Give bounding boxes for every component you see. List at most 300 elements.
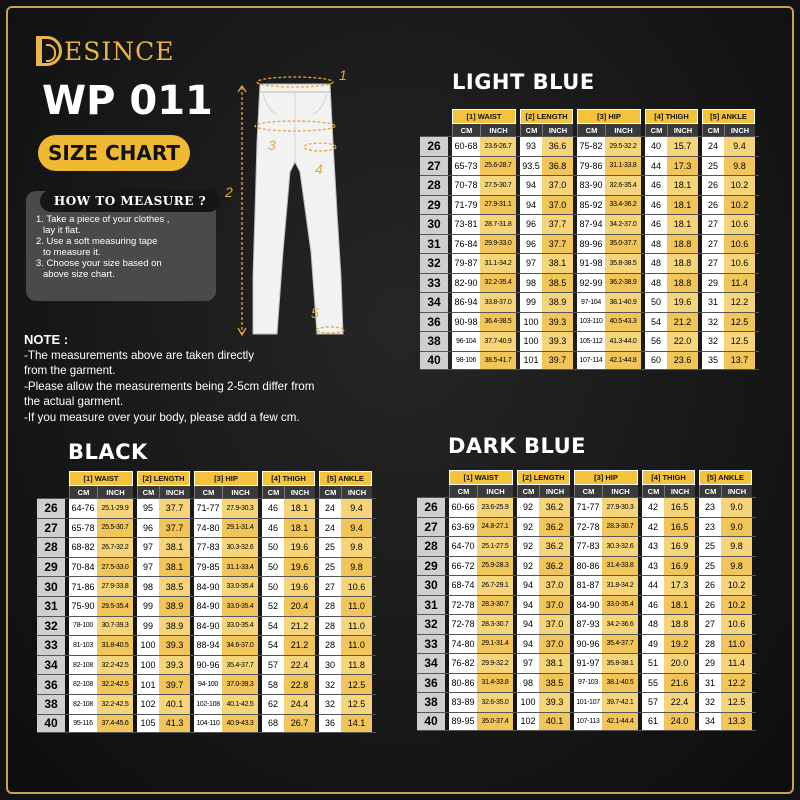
table-row — [37, 655, 376, 675]
column-header: [4] THIGH — [645, 109, 698, 124]
inch-cell: 33.4-36.2 — [605, 196, 641, 215]
inch-cell: 31.1-33.8 — [605, 157, 641, 176]
inch-cell: 31.8-34.2 — [602, 576, 638, 595]
inch-cell: 29.9-32.2 — [477, 654, 513, 673]
table-row — [417, 517, 756, 537]
cm-cell: 92 — [517, 557, 539, 576]
cm-cell: 72-78 — [574, 518, 602, 537]
inch-cell: 39.3 — [542, 332, 573, 351]
cm-cell: 100 — [137, 656, 159, 675]
inch-cell: 38.9 — [159, 597, 190, 616]
inch-cell: 27.9-31.1 — [480, 196, 516, 215]
unit-header-row — [420, 124, 759, 136]
inch-cell: 22.0 — [667, 332, 698, 351]
cm-cell: 95-116 — [69, 715, 97, 733]
inch-cell: 13.3 — [721, 713, 752, 731]
unit-header-cm: CM — [699, 485, 721, 497]
inch-cell: 22.4 — [284, 656, 315, 675]
inch-cell: 39.3 — [159, 656, 190, 675]
note-line: from the garment. — [24, 364, 116, 377]
table-row — [37, 635, 376, 655]
cm-cell: 83-89 — [449, 693, 477, 712]
cm-cell: 24 — [319, 499, 341, 518]
how-to-line: lay it flat. — [43, 225, 81, 236]
inch-cell: 34.6-37.0 — [222, 636, 258, 655]
cm-cell: 96 — [137, 519, 159, 538]
cm-cell: 98-106 — [452, 352, 480, 370]
cm-cell: 54 — [262, 636, 284, 655]
inch-cell: 19.6 — [284, 577, 315, 596]
inch-cell: 20.0 — [664, 654, 695, 673]
how-to-measure-box — [26, 191, 216, 301]
size-cell: 28 — [417, 537, 445, 556]
inch-cell: 18.8 — [667, 254, 698, 273]
inch-cell: 40.9-43.3 — [222, 715, 258, 733]
unit-header-inch: INCH — [284, 486, 315, 498]
inch-cell: 33.0-35.4 — [602, 596, 638, 615]
pants-diagram — [225, 62, 365, 352]
column-header: [2] LENGTH — [520, 109, 573, 124]
inch-cell: 11.4 — [721, 654, 752, 673]
cm-cell: 107-113 — [574, 713, 602, 731]
inch-cell: 25.1-27.5 — [477, 537, 513, 556]
inch-cell: 16.9 — [664, 557, 695, 576]
inch-cell: 40.1 — [539, 713, 570, 731]
cm-cell: 92 — [517, 518, 539, 537]
cm-cell: 97 — [517, 654, 539, 673]
cm-cell: 32 — [699, 693, 721, 712]
column-header: [4] THIGH — [262, 471, 315, 486]
inch-cell: 11.0 — [341, 636, 372, 655]
cm-cell: 70-84 — [69, 558, 97, 577]
inch-cell: 9.4 — [341, 499, 372, 518]
inch-cell: 39.7-42.1 — [602, 693, 638, 712]
inch-cell: 29.1-31.4 — [477, 635, 513, 654]
cm-cell: 105 — [137, 715, 159, 733]
inch-cell: 23.6 — [667, 352, 698, 370]
cm-cell: 103-110 — [577, 313, 605, 332]
cm-cell: 26 — [702, 196, 724, 215]
cm-cell: 96 — [520, 235, 542, 254]
inch-cell: 13.7 — [724, 352, 755, 370]
how-to-line: to measure it. — [43, 247, 101, 258]
inch-cell: 38.9 — [159, 617, 190, 636]
inch-cell: 37.4-45.6 — [97, 715, 133, 733]
unit-header-cm: CM — [69, 486, 97, 498]
unit-header-inch: INCH — [721, 485, 752, 497]
table-row — [420, 195, 759, 215]
size-cell: 26 — [37, 499, 65, 518]
cm-cell: 90-98 — [452, 313, 480, 332]
label-4: 4 — [315, 161, 323, 177]
cm-cell: 55 — [642, 674, 664, 693]
table-row — [417, 673, 756, 693]
size-cell: 33 — [417, 635, 445, 654]
cm-cell: 25 — [699, 557, 721, 576]
cm-cell: 96-104 — [452, 332, 480, 351]
cm-cell: 92 — [517, 498, 539, 517]
cm-cell: 87-94 — [577, 215, 605, 234]
inch-cell: 31.4-33.8 — [477, 674, 513, 693]
inch-cell: 38.1 — [542, 254, 573, 273]
size-cell: 34 — [417, 654, 445, 673]
inch-cell: 11.0 — [341, 617, 372, 636]
inch-cell: 30.7-39.3 — [97, 617, 133, 636]
inch-cell: 39.7 — [159, 675, 190, 694]
table-row — [420, 312, 759, 332]
cm-cell: 97 — [520, 254, 542, 273]
inch-cell: 39.7 — [542, 352, 573, 370]
cm-cell: 66-72 — [449, 557, 477, 576]
cm-cell: 79-87 — [452, 254, 480, 273]
inch-cell: 33.8-37.0 — [480, 293, 516, 312]
cm-cell: 98 — [137, 577, 159, 596]
cm-cell: 57 — [262, 656, 284, 675]
inch-cell: 9.8 — [721, 557, 752, 576]
size-cell: 33 — [37, 636, 65, 655]
inch-cell: 11.0 — [341, 597, 372, 616]
cm-cell: 100 — [520, 332, 542, 351]
note-line: -If you measure over your body, please add a few cm. — [24, 410, 300, 424]
inch-cell: 12.5 — [341, 675, 372, 694]
inch-cell: 35.0-37.7 — [605, 235, 641, 254]
inch-cell: 19.6 — [284, 558, 315, 577]
inch-cell: 36.2-38.9 — [605, 274, 641, 293]
unit-header-inch: INCH — [605, 124, 641, 136]
inch-cell: 38.1 — [539, 654, 570, 673]
cm-cell: 99 — [137, 597, 159, 616]
cm-cell: 26 — [699, 596, 721, 615]
how-to-line: 2. Use a soft measuring tape — [36, 236, 158, 247]
inch-cell: 36.2 — [539, 537, 570, 556]
column-header: [5] ANKLE — [699, 470, 752, 485]
inch-cell: 10.6 — [724, 215, 755, 234]
table-row — [420, 292, 759, 312]
cm-cell: 79-86 — [577, 157, 605, 176]
cm-cell: 89-96 — [577, 235, 605, 254]
inch-cell: 38.5-41.7 — [480, 352, 516, 370]
size-cell: 27 — [420, 157, 448, 176]
inch-cell: 12.2 — [724, 293, 755, 312]
inch-cell: 38.1-40.5 — [602, 674, 638, 693]
cm-cell: 91-98 — [577, 254, 605, 273]
cm-cell: 97-103 — [574, 674, 602, 693]
cm-cell: 36 — [319, 715, 341, 733]
column-header: [1] WAIST — [69, 471, 133, 486]
cm-cell: 100 — [517, 693, 539, 712]
cm-cell: 84-90 — [194, 617, 222, 636]
size-cell: 38 — [420, 332, 448, 351]
inch-cell: 14.1 — [341, 715, 372, 733]
inch-cell: 19.6 — [667, 293, 698, 312]
size-cell: 29 — [420, 196, 448, 215]
cm-cell: 81-87 — [574, 576, 602, 595]
cm-cell: 51 — [642, 654, 664, 673]
cm-cell: 71-79 — [452, 196, 480, 215]
table-row — [417, 575, 756, 595]
cm-cell: 76-84 — [452, 235, 480, 254]
cm-cell: 73-81 — [452, 215, 480, 234]
cm-cell: 82-108 — [69, 656, 97, 675]
unit-header-cm: CM — [702, 124, 724, 136]
cm-cell: 29 — [702, 274, 724, 293]
inch-cell: 12.5 — [341, 695, 372, 714]
cm-cell: 71-86 — [69, 577, 97, 596]
cm-cell: 63-69 — [449, 518, 477, 537]
cm-cell: 95 — [137, 499, 159, 518]
unit-header-cm: CM — [194, 486, 222, 498]
column-header: [2] LENGTH — [137, 471, 190, 486]
unit-header-cm: CM — [642, 485, 664, 497]
cm-cell: 28 — [319, 617, 341, 636]
unit-header-inch: INCH — [477, 485, 513, 497]
unit-header-cm: CM — [452, 124, 480, 136]
cm-cell: 29 — [699, 654, 721, 673]
inch-cell: 18.1 — [667, 196, 698, 215]
inch-cell: 31.1-34.2 — [480, 254, 516, 273]
cm-cell: 49 — [642, 635, 664, 654]
inch-cell: 32.2-42.5 — [97, 675, 133, 694]
inch-cell: 9.8 — [724, 157, 755, 176]
column-header-row — [417, 470, 756, 485]
dark-blue-size-table — [417, 470, 756, 731]
table-row — [420, 214, 759, 234]
inch-cell: 29.5-35.4 — [97, 597, 133, 616]
how-to-measure-title: HOW TO MEASURE ? — [40, 190, 220, 212]
size-cell: 32 — [37, 617, 65, 636]
unit-header-row — [37, 486, 376, 498]
inch-cell: 21.6 — [664, 674, 695, 693]
size-chart-badge: SIZE CHART — [38, 135, 190, 171]
cm-cell: 81-103 — [69, 636, 97, 655]
inch-cell: 10.6 — [721, 615, 752, 634]
inch-cell: 12.5 — [721, 693, 752, 712]
cm-cell: 90-96 — [194, 656, 222, 675]
cm-cell: 94 — [517, 635, 539, 654]
note-title: NOTE : — [24, 332, 69, 347]
inch-cell: 41.3-44.0 — [605, 332, 641, 351]
column-header: [3] HIP — [577, 109, 641, 124]
cm-cell: 94 — [520, 196, 542, 215]
cm-cell: 78-100 — [69, 617, 97, 636]
table-row — [420, 331, 759, 351]
inch-cell: 40.5-43.3 — [605, 313, 641, 332]
cm-cell: 50 — [262, 577, 284, 596]
size-cell: 38 — [417, 693, 445, 712]
model-code: WP 011 — [42, 78, 213, 124]
cm-cell: 90-96 — [574, 635, 602, 654]
size-cell: 29 — [417, 557, 445, 576]
size-cell: 28 — [420, 176, 448, 195]
cm-cell: 60-68 — [452, 137, 480, 156]
cm-cell: 84-90 — [574, 596, 602, 615]
cm-cell: 86-94 — [452, 293, 480, 312]
inch-cell: 17.3 — [667, 157, 698, 176]
cm-cell: 28 — [319, 636, 341, 655]
cm-cell: 23 — [699, 498, 721, 517]
cm-cell: 27 — [699, 615, 721, 634]
inch-cell: 18.8 — [667, 235, 698, 254]
cm-cell: 93.5 — [520, 157, 542, 176]
size-cell: 40 — [417, 713, 445, 731]
inch-cell: 29.5-32.2 — [605, 137, 641, 156]
cm-cell: 27 — [702, 254, 724, 273]
brand-logo — [36, 36, 175, 66]
black-size-table — [37, 471, 376, 733]
cm-cell: 65-73 — [452, 157, 480, 176]
size-cell: 34 — [37, 656, 65, 675]
inch-cell: 30.3-32.6 — [222, 538, 258, 557]
inch-cell: 27.9-33.8 — [97, 577, 133, 596]
inch-cell: 37.0 — [539, 596, 570, 615]
cm-cell: 82-90 — [452, 274, 480, 293]
table-row — [37, 518, 376, 538]
inch-cell: 37.0 — [542, 196, 573, 215]
cm-cell: 64-70 — [449, 537, 477, 556]
size-cell: 40 — [37, 715, 65, 733]
cm-cell: 46 — [262, 499, 284, 518]
cm-cell: 35 — [702, 352, 724, 370]
cm-cell: 96 — [520, 215, 542, 234]
size-cell: 31 — [37, 597, 65, 616]
inch-cell: 38.1 — [159, 558, 190, 577]
cm-cell: 23 — [699, 518, 721, 537]
unit-header-row — [417, 485, 756, 497]
inch-cell: 40.1-42.5 — [222, 695, 258, 714]
size-cell: 40 — [420, 352, 448, 370]
cm-cell: 94 — [517, 615, 539, 634]
cm-cell: 42 — [642, 518, 664, 537]
inch-cell: 10.6 — [724, 254, 755, 273]
note-line: the actual garment. — [24, 395, 124, 408]
inch-cell: 10.2 — [721, 596, 752, 615]
table-row — [417, 653, 756, 673]
inch-cell: 9.4 — [341, 519, 372, 538]
table-row — [37, 596, 376, 616]
inch-cell: 31.4-33.8 — [602, 557, 638, 576]
unit-header-inch: INCH — [480, 124, 516, 136]
cm-cell: 34 — [699, 713, 721, 731]
size-cell: 28 — [37, 538, 65, 557]
inch-cell: 18.1 — [667, 215, 698, 234]
cm-cell: 28 — [319, 597, 341, 616]
unit-header-cm: CM — [574, 485, 602, 497]
inch-cell: 32.2-35.4 — [480, 274, 516, 293]
inch-cell: 10.2 — [721, 576, 752, 595]
note-line: -The measurements above are taken directly — [24, 348, 255, 362]
cm-cell: 32 — [702, 332, 724, 351]
cm-cell: 60 — [645, 352, 667, 370]
table-row — [420, 234, 759, 254]
cm-cell: 42 — [642, 498, 664, 517]
table-row — [420, 253, 759, 273]
size-cell: 31 — [417, 596, 445, 615]
inch-cell: 29.9-33.0 — [480, 235, 516, 254]
inch-cell: 37.7-40.9 — [480, 332, 516, 351]
inch-cell: 9.8 — [341, 558, 372, 577]
table-row — [37, 674, 376, 694]
unit-header-inch: INCH — [724, 124, 755, 136]
inch-cell: 32.2-42.5 — [97, 695, 133, 714]
inch-cell: 18.1 — [664, 596, 695, 615]
inch-cell: 37.0-39.3 — [222, 675, 258, 694]
cm-cell: 27 — [319, 577, 341, 596]
unit-header-cm: CM — [577, 124, 605, 136]
size-cell: 36 — [37, 675, 65, 694]
cm-cell: 102 — [137, 695, 159, 714]
unit-header-cm: CM — [520, 124, 542, 136]
inch-cell: 11.0 — [721, 635, 752, 654]
inch-cell: 32.2-42.5 — [97, 656, 133, 675]
cm-cell: 97 — [137, 538, 159, 557]
inch-cell: 37.0 — [539, 576, 570, 595]
inch-cell: 23.6-25.9 — [477, 498, 513, 517]
inch-cell: 11.4 — [724, 274, 755, 293]
cm-cell: 94 — [517, 576, 539, 595]
inch-cell: 41.3 — [159, 715, 190, 733]
cm-cell: 57 — [642, 693, 664, 712]
inch-cell: 38.5 — [539, 674, 570, 693]
inch-cell: 27.9-30.3 — [602, 498, 638, 517]
inch-cell: 36.2 — [539, 498, 570, 517]
column-header: [3] HIP — [194, 471, 258, 486]
inch-cell: 28.7-31.8 — [480, 215, 516, 234]
inch-cell: 16.9 — [664, 537, 695, 556]
cm-cell: 75-90 — [69, 597, 97, 616]
cm-cell: 46 — [645, 176, 667, 195]
inch-cell: 36.6 — [542, 137, 573, 156]
cm-cell: 31 — [699, 674, 721, 693]
cm-cell: 87-93 — [574, 615, 602, 634]
unit-header-inch: INCH — [542, 124, 573, 136]
table-row — [420, 175, 759, 195]
column-header-row — [420, 109, 759, 124]
inch-cell: 12.5 — [724, 332, 755, 351]
inch-cell: 38.1-40.9 — [605, 293, 641, 312]
cm-cell: 46 — [262, 519, 284, 538]
cm-cell: 46 — [642, 596, 664, 615]
table-row — [420, 156, 759, 176]
inch-cell: 37.0 — [539, 615, 570, 634]
table-row — [417, 614, 756, 634]
table-row — [417, 595, 756, 615]
size-cell: 33 — [420, 274, 448, 293]
size-cell: 27 — [417, 518, 445, 537]
inch-cell: 26.7 — [284, 715, 315, 733]
cm-cell: 77-83 — [194, 538, 222, 557]
cm-cell: 46 — [645, 196, 667, 215]
table-row — [37, 576, 376, 596]
cm-cell: 24 — [702, 137, 724, 156]
unit-header-inch: INCH — [602, 485, 638, 497]
cm-cell: 68-82 — [69, 538, 97, 557]
unit-header-inch: INCH — [159, 486, 190, 498]
table-row — [37, 616, 376, 636]
inch-cell: 35.8-38.5 — [605, 254, 641, 273]
column-header: [2] LENGTH — [517, 470, 570, 485]
cm-cell: 74-80 — [449, 635, 477, 654]
size-cell: 32 — [420, 254, 448, 273]
cm-cell: 83-90 — [577, 176, 605, 195]
inch-cell: 39.3 — [159, 636, 190, 655]
cm-cell: 97-104 — [577, 293, 605, 312]
cm-cell: 62 — [262, 695, 284, 714]
unit-header-inch: INCH — [539, 485, 570, 497]
cm-cell: 71-77 — [194, 499, 222, 518]
cm-cell: 58 — [262, 675, 284, 694]
cm-cell: 50 — [262, 558, 284, 577]
size-cell: 27 — [37, 519, 65, 538]
